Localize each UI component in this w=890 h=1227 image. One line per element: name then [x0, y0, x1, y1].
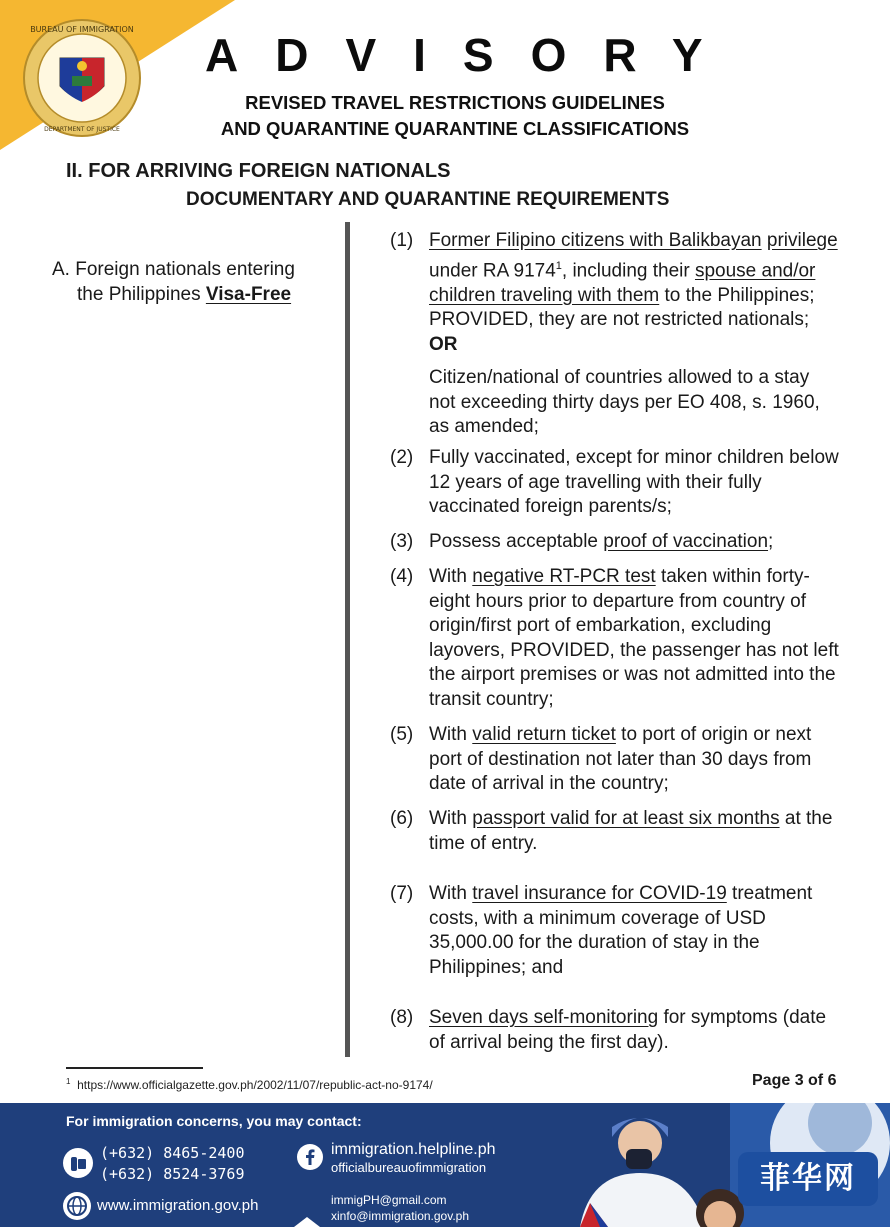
- footnote-rule: [66, 1067, 203, 1069]
- category-line-1: A. Foreign nationals entering: [52, 259, 295, 280]
- phone-icon: [62, 1147, 94, 1179]
- item-number: (5): [390, 724, 414, 745]
- svg-text:DEPARTMENT OF JUSTICE: DEPARTMENT OF JUSTICE: [44, 126, 120, 133]
- subtitle-line-2: AND QUARANTINE QUARANTINE CLASSIFICATIONS: [220, 118, 690, 139]
- item-number: (2): [390, 447, 414, 468]
- facebook-icon: [296, 1143, 324, 1171]
- email-icon: [292, 1213, 322, 1227]
- category-line-2: the Philippines Visa-Free: [77, 284, 292, 305]
- phone-2[interactable]: (+632) 8524-3769: [100, 1165, 245, 1183]
- contact-heading: For immigration concerns, you may contact:: [66, 1113, 362, 1129]
- email-2[interactable]: xinfo@immigration.gov.ph: [331, 1209, 470, 1223]
- item-number: (6): [390, 808, 414, 829]
- item-number: (1): [390, 230, 414, 251]
- facebook-page-link[interactable]: officialbureauofimmigration: [331, 1160, 487, 1175]
- item-text: Former Filipino citizens with Balikbayan privilege under RA 9174$^1$, including their spouse and/or children traveling with them to the Philippines; PROVIDED, they are not restricted nationals; OR Citizen/national of countries allowed to a stay not exceeding thirty days per EO 408, s. 1960, as amended;: [429, 230, 838, 438]
- item-text: Possess acceptable proof of vaccination;: [429, 531, 774, 552]
- globe-icon: [62, 1191, 92, 1221]
- svg-text:BUREAU OF IMMIGRATION: BUREAU OF IMMIGRATION: [30, 25, 134, 34]
- item-text: Fully vaccinated, except for minor children below 12 years of age travelling with their fully vaccinated foreign parents/s;: [429, 447, 839, 518]
- footnote: $^1$ https://www.officialgazette.gov.ph/2002/11/07/republic-act-no-9174/: [66, 1077, 433, 1092]
- item-text: Seven days self-monitoring for symptoms (date of arrival being the first day).: [429, 1007, 827, 1053]
- footnote-url[interactable]: https://www.officialgazette.gov.ph/2002/11/07/republic-act-no-9174/: [77, 1078, 433, 1092]
- website-link[interactable]: www.immigration.gov.ph: [97, 1197, 259, 1214]
- visa-free-emphasis: Visa-Free: [205, 284, 292, 305]
- item-number: (7): [390, 883, 414, 904]
- item-number: (8): [390, 1007, 414, 1028]
- item-number: (4): [390, 566, 414, 587]
- section-subheading: DOCUMENTARY AND QUARANTINE REQUIREMENTS: [186, 189, 670, 210]
- item-text: With travel insurance for COVID-19 treatment costs, with a minimum coverage of USD 35,000.00 for the duration of stay in the Philippines; and: [429, 883, 813, 978]
- requirement-item-1: [390, 229, 838, 438]
- item-number: (3): [390, 531, 414, 552]
- phone-1[interactable]: (+632) 8465-2400: [100, 1144, 245, 1162]
- phone-numbers: [100, 1143, 245, 1185]
- advisory-title: ADVISORY: [205, 29, 740, 81]
- item-text: With valid return ticket to port of origin or next port of destination not later than 30 days from date of arrival in the country;: [429, 724, 812, 795]
- category-label: [52, 257, 295, 307]
- bureau-seal-logo: [22, 18, 142, 138]
- email-1[interactable]: immigPH@gmail.com: [331, 1193, 447, 1207]
- column-divider: [345, 222, 350, 1057]
- subtitle-line-1: REVISED TRAVEL RESTRICTIONS GUIDELINES: [245, 92, 665, 113]
- section-heading: II. FOR ARRIVING FOREIGN NATIONALS: [66, 160, 451, 182]
- helpline-link[interactable]: immigration.helpline.ph: [331, 1141, 496, 1158]
- watermark-badge: 菲华网: [738, 1152, 878, 1206]
- item-text: With negative RT-PCR test taken within forty-eight hours prior to departure from country of origin/first port of embarkation, excluding layovers, PROVIDED, the passenger has not left the airport premises or was not admitted into the transit country;: [429, 566, 839, 710]
- page-indicator: Page 3 of 6: [752, 1072, 837, 1089]
- item-text: With passport valid for at least six months at the time of entry.: [429, 808, 833, 854]
